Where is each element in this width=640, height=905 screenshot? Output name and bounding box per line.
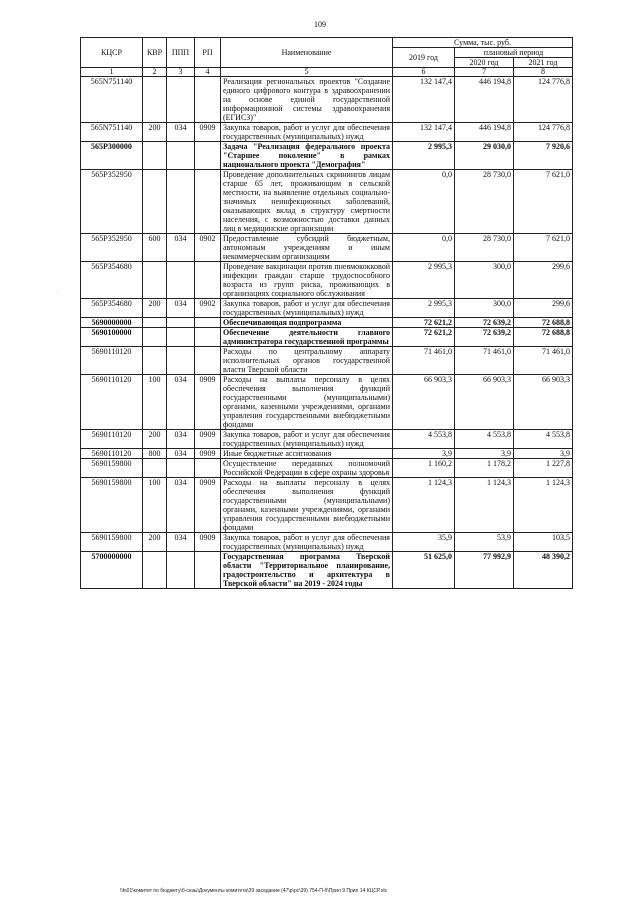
header-year-2021: 2021 год xyxy=(514,58,573,68)
cell-2019: 51 625,0 xyxy=(393,552,455,589)
cell-2020: 446 194,8 xyxy=(455,123,514,142)
cell-2020: 1 178,2 xyxy=(455,459,514,478)
cell-kcsr: 565P352950 xyxy=(81,234,143,262)
header-name: Наименование xyxy=(221,38,393,68)
cell-2021: 299,6 xyxy=(514,262,573,299)
cell-kvr: 200 xyxy=(143,430,167,449)
cell-ppp xyxy=(167,77,195,123)
cell-kcsr: 5690100000 xyxy=(81,328,143,347)
cell-2021: 3,9 xyxy=(514,449,573,459)
header-year-2020: 2020 год xyxy=(455,58,514,68)
cell-kcsr: 565P300000 xyxy=(81,142,143,170)
cell-ppp: 034 xyxy=(167,449,195,459)
cell-2019: 71 461,0 xyxy=(393,347,455,375)
cell-2021: 124 776,8 xyxy=(514,77,573,123)
column-index: 7 xyxy=(455,68,514,77)
cell-rp: 0909 xyxy=(195,375,221,430)
cell-rp: 0902 xyxy=(195,234,221,262)
table-row xyxy=(81,234,573,262)
cell-2021: 103,5 xyxy=(514,533,573,552)
table-row xyxy=(81,262,573,299)
cell-kvr xyxy=(143,347,167,375)
cell-rp xyxy=(195,459,221,478)
cell-kcsr: 5690110120 xyxy=(81,449,143,459)
cell-name: Закупка товаров, работ и услуг для обеспечения государственных (муниципальных) нужд xyxy=(221,533,393,552)
cell-kcsr: 565N751140 xyxy=(81,123,143,142)
table-row xyxy=(81,142,573,170)
header-ppp: ППП xyxy=(167,38,195,68)
cell-rp: 0909 xyxy=(195,123,221,142)
cell-2020: 29 030,0 xyxy=(455,142,514,170)
table-row xyxy=(81,170,573,234)
cell-name: Проведение вакцинации против пневмококковой инфекции граждан старше трудоспособного возраста из групп риска, проживающих в организациях социального обслуживания xyxy=(221,262,393,299)
cell-2021: 1 124,3 xyxy=(514,478,573,533)
table-row xyxy=(81,449,573,459)
cell-2019: 2 995,3 xyxy=(393,142,455,170)
header-year-2019: 2019 год xyxy=(393,48,455,68)
cell-rp xyxy=(195,170,221,234)
cell-name: Иные бюджетные ассигнования xyxy=(221,449,393,459)
cell-kvr xyxy=(143,459,167,478)
cell-2021: 124 776,8 xyxy=(514,123,573,142)
cell-kcsr: 5690110120 xyxy=(81,430,143,449)
table-row xyxy=(81,328,573,347)
cell-2020: 28 730,0 xyxy=(455,234,514,262)
column-index: 5 xyxy=(221,68,393,77)
cell-2019: 132 147,4 xyxy=(393,77,455,123)
cell-rp: 0909 xyxy=(195,430,221,449)
cell-ppp xyxy=(167,170,195,234)
cell-ppp xyxy=(167,552,195,589)
cell-ppp: 034 xyxy=(167,234,195,262)
cell-kvr xyxy=(143,328,167,347)
cell-2019: 132 147,4 xyxy=(393,123,455,142)
cell-ppp xyxy=(167,318,195,328)
cell-name: Задача "Реализация федерального проекта "Старшее поколение" в рамках национального проекта "Демография" xyxy=(221,142,393,170)
cell-kcsr: 5690000000 xyxy=(81,318,143,328)
cell-2019: 2 995,3 xyxy=(393,262,455,299)
cell-name: Расходы на выплаты персоналу в целях обеспечения выполнения функций государственными (муниципальными) органами, казенными учреждениями, органами управления государственными внебюджетными фондами xyxy=(221,375,393,430)
cell-rp: 0909 xyxy=(195,533,221,552)
cell-2021: 4 553,8 xyxy=(514,430,573,449)
cell-2020: 66 903,3 xyxy=(455,375,514,430)
cell-kcsr: 565N751140 xyxy=(81,77,143,123)
column-index: 3 xyxy=(167,68,195,77)
cell-kcsr: 565P354680 xyxy=(81,262,143,299)
cell-rp: 0909 xyxy=(195,449,221,459)
cell-2019: 1 124,3 xyxy=(393,478,455,533)
cell-2020: 300,0 xyxy=(455,262,514,299)
cell-kvr xyxy=(143,170,167,234)
cell-kvr: 200 xyxy=(143,299,167,318)
cell-kvr: 600 xyxy=(143,234,167,262)
table-row xyxy=(81,533,573,552)
cell-kvr xyxy=(143,552,167,589)
cell-name: Обеспечение деятельности главного администратора государственной программы xyxy=(221,328,393,347)
header-kvr: КВР xyxy=(143,38,167,68)
cell-name: Реализация региональных проектов "Создание единого цифрового контура в здравоохранении на основе единой государственной информационной системы здравоохранения (ЕГИСЗ)" xyxy=(221,77,393,123)
cell-ppp: 034 xyxy=(167,533,195,552)
column-index: 8 xyxy=(514,68,573,77)
cell-name: Обеспечивающая подпрограмма xyxy=(221,318,393,328)
cell-2021: 71 461,0 xyxy=(514,347,573,375)
cell-kcsr: 5700000000 xyxy=(81,552,143,589)
cell-2020: 72 639,2 xyxy=(455,318,514,328)
cell-rp xyxy=(195,77,221,123)
cell-rp xyxy=(195,142,221,170)
cell-name: Закупка товаров, работ и услуг для обеспечения государственных (муниципальных) нужд xyxy=(221,430,393,449)
cell-2019: 66 903,3 xyxy=(393,375,455,430)
cell-2021: 72 688,8 xyxy=(514,318,573,328)
cell-rp: 0909 xyxy=(195,478,221,533)
table-header xyxy=(81,38,573,77)
table-row xyxy=(81,347,573,375)
header-kcsr: КЦСР xyxy=(81,38,143,68)
cell-kvr: 200 xyxy=(143,533,167,552)
cell-ppp: 034 xyxy=(167,299,195,318)
table-row xyxy=(81,375,573,430)
cell-name: Закупка товаров, работ и услуг для обеспечения государственных (муниципальных) нужд xyxy=(221,123,393,142)
budget-table xyxy=(80,37,573,589)
cell-name: Проведение дополнительных скринингов лицам старше 65 лет, проживающим в сельской местности, на выявление отдельных социально-значимых неинфекционных заболеваний, оказывающих вклад в структуру смертности населения, с возможностью доставки данных лиц в медицинские организации xyxy=(221,170,393,234)
cell-2020: 28 730,0 xyxy=(455,170,514,234)
cell-kcsr: 5690110120 xyxy=(81,347,143,375)
cell-2020: 3,9 xyxy=(455,449,514,459)
cell-2021: 7 920,6 xyxy=(514,142,573,170)
cell-ppp: 034 xyxy=(167,430,195,449)
cell-name: Закупка товаров, работ и услуг для обеспечения государственных (муниципальных) нужд xyxy=(221,299,393,318)
cell-2021: 66 903,3 xyxy=(514,375,573,430)
table-row xyxy=(81,77,573,123)
cell-2021: 72 688,8 xyxy=(514,328,573,347)
cell-ppp xyxy=(167,347,195,375)
cell-kcsr: 565P354680 xyxy=(81,299,143,318)
cell-name: Расходы по центральному аппарату исполнительных органов государственной власти Тверской области xyxy=(221,347,393,375)
cell-2019: 2 995,3 xyxy=(393,299,455,318)
column-index: 4 xyxy=(195,68,221,77)
cell-kcsr: 5690159800 xyxy=(81,533,143,552)
cell-2021: 299,6 xyxy=(514,299,573,318)
header-plan-period: плановый период xyxy=(455,48,573,58)
cell-rp xyxy=(195,328,221,347)
cell-kcsr: 5690159800 xyxy=(81,478,143,533)
cell-kvr: 100 xyxy=(143,478,167,533)
cell-rp xyxy=(195,347,221,375)
cell-2020: 77 992,9 xyxy=(455,552,514,589)
cell-2020: 71 461,0 xyxy=(455,347,514,375)
cell-2020: 446 194,8 xyxy=(455,77,514,123)
cell-2019: 3,9 xyxy=(393,449,455,459)
cell-kvr xyxy=(143,142,167,170)
cell-name: Предоставление субсидий бюджетным, автономным учреждениям и иным некоммерческим организациям xyxy=(221,234,393,262)
cell-rp xyxy=(195,552,221,589)
cell-2020: 53,9 xyxy=(455,533,514,552)
table-row xyxy=(81,123,573,142)
column-index: 1 xyxy=(81,68,143,77)
cell-2019: 0,0 xyxy=(393,170,455,234)
table-row xyxy=(81,430,573,449)
cell-2020: 4 553,8 xyxy=(455,430,514,449)
cell-2019: 72 621,2 xyxy=(393,318,455,328)
cell-2020: 1 124,3 xyxy=(455,478,514,533)
cell-kvr xyxy=(143,262,167,299)
cell-ppp xyxy=(167,142,195,170)
cell-name: Государственная программа Тверской области "Территориальное планирование, градостроительство и архитектура в Тверской области" на 2019 - 2024 годы xyxy=(221,552,393,589)
cell-2021: 48 390,2 xyxy=(514,552,573,589)
cell-kvr: 800 xyxy=(143,449,167,459)
cell-kcsr: 5690159800 xyxy=(81,459,143,478)
cell-2020: 300,0 xyxy=(455,299,514,318)
margin-mark: · xyxy=(57,290,59,296)
column-index: 6 xyxy=(393,68,455,77)
page-number: 109 xyxy=(314,20,326,29)
header-sum-caption: Сумма, тыс. руб. xyxy=(393,38,573,48)
cell-rp xyxy=(195,318,221,328)
cell-2019: 0,0 xyxy=(393,234,455,262)
cell-2021: 7 621,0 xyxy=(514,170,573,234)
cell-ppp: 034 xyxy=(167,375,195,430)
cell-2019: 4 553,8 xyxy=(393,430,455,449)
cell-kvr: 200 xyxy=(143,123,167,142)
cell-2019: 72 621,2 xyxy=(393,328,455,347)
table-row xyxy=(81,478,573,533)
cell-2020: 72 639,2 xyxy=(455,328,514,347)
cell-kvr xyxy=(143,77,167,123)
cell-kvr: 100 xyxy=(143,375,167,430)
cell-ppp xyxy=(167,459,195,478)
table-row xyxy=(81,459,573,478)
cell-ppp xyxy=(167,262,195,299)
cell-2019: 1 160,2 xyxy=(393,459,455,478)
cell-name: Расходы на выплаты персоналу в целях обеспечения выполнения функций государственными (муниципальными) органами, казенными учреждениями, органами управления государственными внебюджетными фондами xyxy=(221,478,393,533)
cell-rp: 0902 xyxy=(195,299,221,318)
table-row xyxy=(81,299,573,318)
column-index-row xyxy=(81,68,573,77)
cell-kvr xyxy=(143,318,167,328)
cell-name: Осуществление переданных полномочий Российской Федерации в сфере охраны здоровья xyxy=(221,459,393,478)
cell-ppp: 034 xyxy=(167,478,195,533)
cell-kcsr: 565P352950 xyxy=(81,170,143,234)
cell-kcsr: 5690110120 xyxy=(81,375,143,430)
table-row xyxy=(81,318,573,328)
cell-ppp xyxy=(167,328,195,347)
cell-ppp: 034 xyxy=(167,123,195,142)
footer-file-path: \\fs01\комитет по бюджету\б-сезы\Документы комитета\39 заседание (47\р\рс\39) 754-П-б\Прил 9 Прил 14 КЦСР.xls xyxy=(120,888,387,894)
column-index: 2 xyxy=(143,68,167,77)
cell-rp xyxy=(195,262,221,299)
table-row xyxy=(81,552,573,589)
cell-2019: 35,9 xyxy=(393,533,455,552)
header-rp: РП xyxy=(195,38,221,68)
cell-2021: 7 621,0 xyxy=(514,234,573,262)
table-body xyxy=(81,77,573,589)
cell-2021: 1 227,8 xyxy=(514,459,573,478)
